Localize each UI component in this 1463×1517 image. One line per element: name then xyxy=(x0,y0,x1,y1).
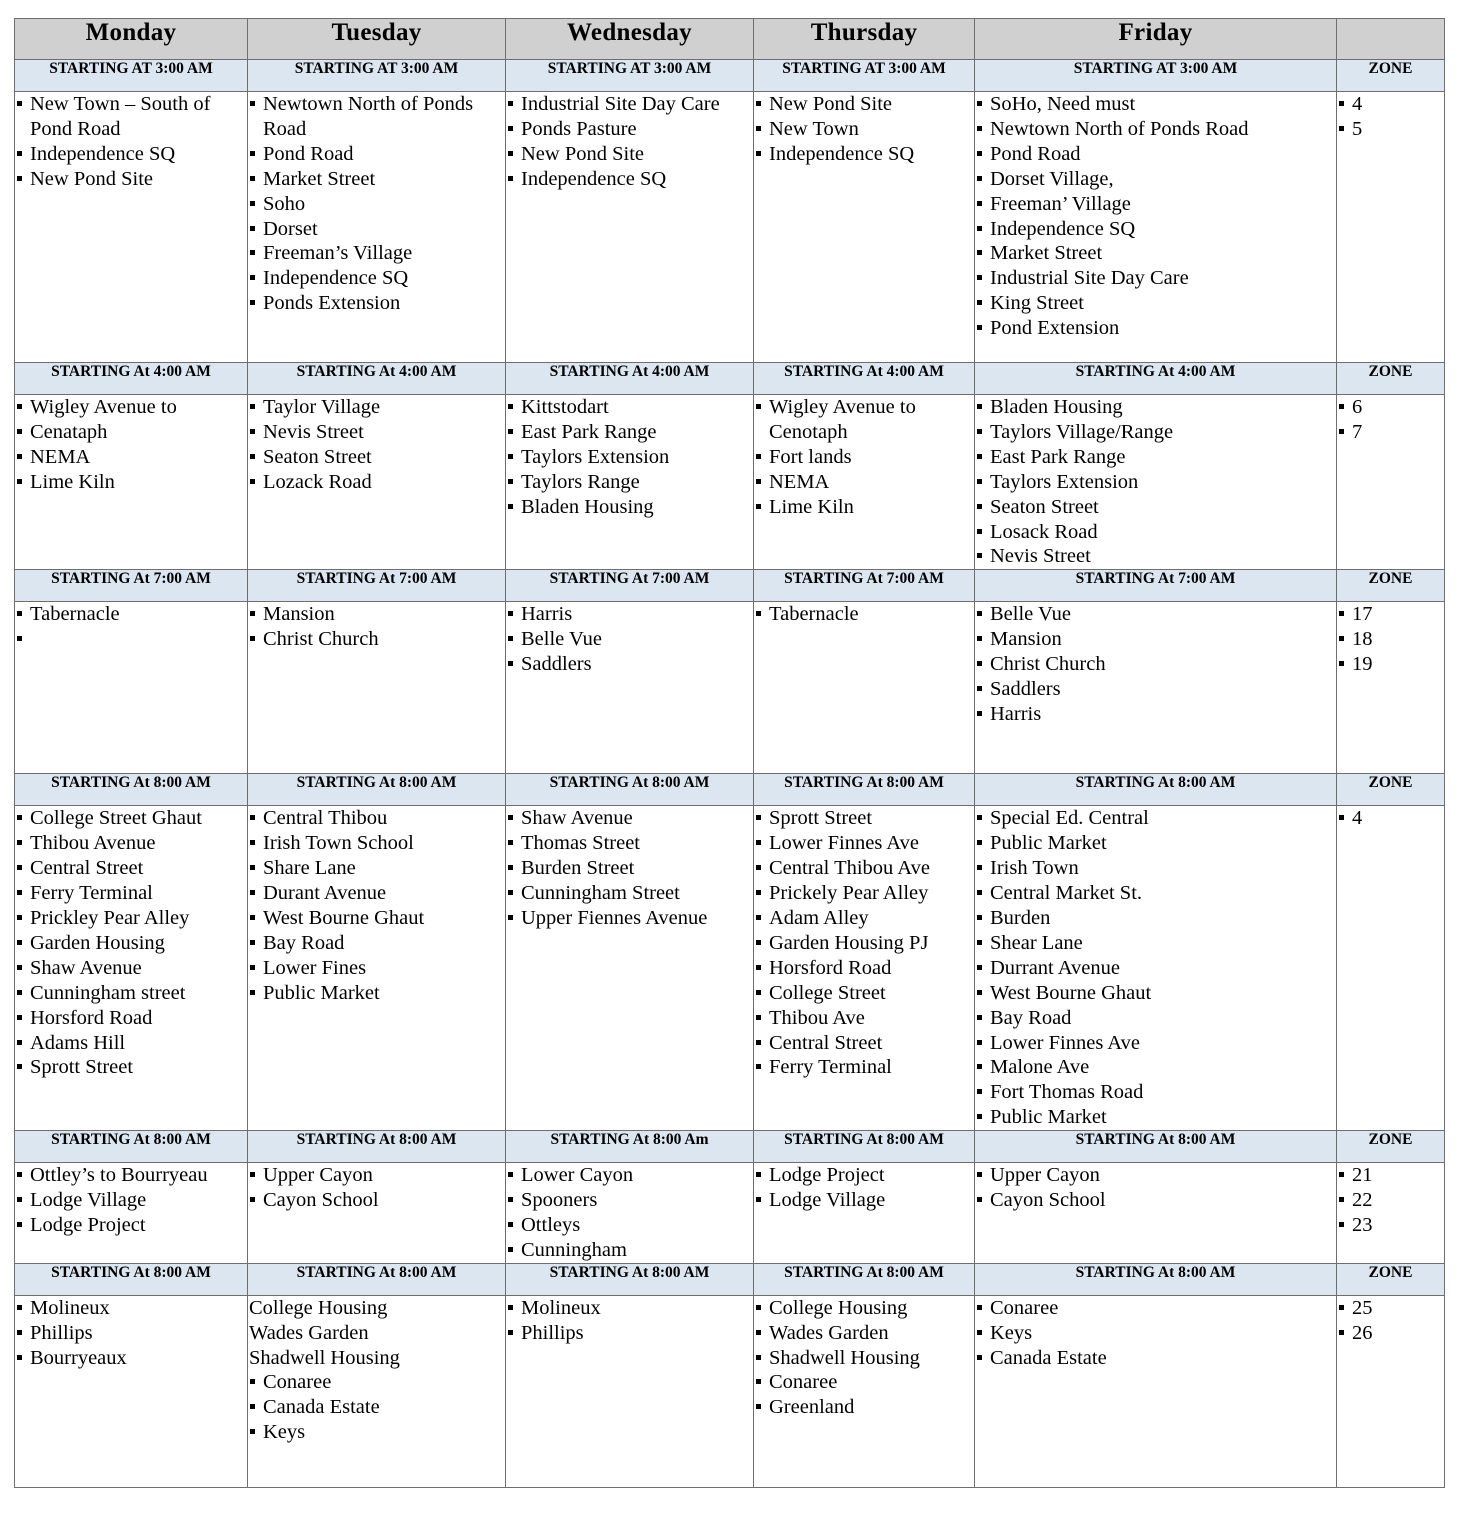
start-time-heading-monday: STARTING AT 3:00 AM xyxy=(15,60,248,92)
start-time-heading-friday: STARTING At 4:00 AM xyxy=(975,363,1337,395)
area-item: Saddlers xyxy=(506,652,753,677)
area-list xyxy=(248,92,505,316)
area-item: Harris xyxy=(975,702,1336,727)
area-item: Ottley’s to Bourryeau xyxy=(15,1163,247,1188)
areas-cell-tuesday xyxy=(248,395,506,570)
area-item: Central Thibou xyxy=(248,806,505,831)
start-time-heading-tuesday: STARTING At 8:00 AM xyxy=(248,774,506,806)
area-item: Malone Ave xyxy=(975,1055,1336,1080)
schedule-table xyxy=(14,18,1445,1488)
areas-cell-friday xyxy=(975,1295,1337,1487)
area-item: Christ Church xyxy=(975,652,1336,677)
area-item: Taylor Village xyxy=(248,395,505,420)
areas-cell-tuesday xyxy=(248,92,506,363)
area-list-row xyxy=(15,602,1445,774)
area-item: Pond Road xyxy=(975,142,1336,167)
areas-cell-tuesday xyxy=(248,602,506,774)
areas-cell-friday xyxy=(975,806,1337,1131)
area-item: Dorset Village, xyxy=(975,167,1336,192)
area-item: Cayon School xyxy=(248,1188,505,1213)
start-time-heading-friday: STARTING At 8:00 AM xyxy=(975,1263,1337,1295)
area-item: Independence SQ xyxy=(754,142,974,167)
area-item: Independence SQ xyxy=(975,217,1336,242)
area-item: Cenataph xyxy=(15,420,247,445)
area-list xyxy=(975,1163,1336,1213)
start-time-heading-thursday: STARTING At 7:00 AM xyxy=(754,570,975,602)
area-item: Prickley Pear Alley xyxy=(15,906,247,931)
area-item: Phillips xyxy=(15,1321,247,1346)
zone-number: 25 xyxy=(1337,1296,1444,1321)
area-item: Industrial Site Day Care xyxy=(506,92,753,117)
zone-number: 4 xyxy=(1337,806,1444,831)
area-item: Conaree xyxy=(248,1370,505,1395)
start-time-row xyxy=(15,60,1445,92)
area-item: Lodge Village xyxy=(15,1188,247,1213)
schedule-body xyxy=(15,60,1445,1488)
start-time-heading-monday: STARTING At 8:00 AM xyxy=(15,1131,248,1163)
area-item: Lodge Village xyxy=(754,1188,974,1213)
zone-number: 21 xyxy=(1337,1163,1444,1188)
area-item: Newtown North of Ponds Road xyxy=(975,117,1336,142)
area-item: Nevis Street xyxy=(975,544,1336,569)
areas-cell-thursday xyxy=(754,806,975,1131)
area-item: Cunningham xyxy=(506,1238,753,1263)
area-item: Taylors Village/Range xyxy=(975,420,1336,445)
areas-cell-tuesday xyxy=(248,1295,506,1487)
start-time-heading-wednesday: STARTING At 8:00 AM xyxy=(506,1263,754,1295)
area-list xyxy=(15,395,247,495)
start-time-heading-wednesday: STARTING AT 3:00 AM xyxy=(506,60,754,92)
area-item: Prickely Pear Alley xyxy=(754,881,974,906)
area-item: Burden Street xyxy=(506,856,753,881)
area-item: Christ Church xyxy=(248,627,505,652)
zone-number: 26 xyxy=(1337,1321,1444,1346)
start-time-heading-thursday: STARTING At 8:00 AM xyxy=(754,1131,975,1163)
areas-cell-monday xyxy=(15,602,248,774)
area-item: Lower Cayon xyxy=(506,1163,753,1188)
start-time-heading-tuesday: STARTING At 4:00 AM xyxy=(248,363,506,395)
area-item: Cunningham Street xyxy=(506,881,753,906)
start-time-heading-wednesday: STARTING At 8:00 Am xyxy=(506,1131,754,1163)
area-item: Public Market xyxy=(975,831,1336,856)
area-list xyxy=(754,602,974,627)
zone-number: 4 xyxy=(1337,92,1444,117)
start-time-heading-friday: STARTING At 8:00 AM xyxy=(975,774,1337,806)
area-item: Upper Fiennes Avenue xyxy=(506,906,753,931)
area-item: Cayon School xyxy=(975,1188,1336,1213)
start-time-heading-friday: STARTING At 8:00 AM xyxy=(975,1131,1337,1163)
area-item: Ottleys xyxy=(506,1213,753,1238)
area-item: Adams Hill xyxy=(15,1031,247,1056)
area-item: Shaw Avenue xyxy=(15,956,247,981)
area-item: Canada Estate xyxy=(975,1346,1336,1371)
area-list xyxy=(754,395,974,520)
start-time-row xyxy=(15,1131,1445,1163)
areas-cell-thursday xyxy=(754,1163,975,1264)
area-list-row xyxy=(15,1163,1445,1264)
area-item: Lower Finnes Ave xyxy=(754,831,974,856)
area-item: Soho xyxy=(248,192,505,217)
start-time-heading-thursday: STARTING AT 3:00 AM xyxy=(754,60,975,92)
zone-number: 5 xyxy=(1337,117,1444,142)
zone-cell xyxy=(1337,602,1445,774)
area-list xyxy=(15,806,247,1080)
area-list xyxy=(506,92,753,192)
area-item: Bladen Housing xyxy=(506,495,753,520)
area-item: Independence SQ xyxy=(248,266,505,291)
day-header-thursday: Thursday xyxy=(754,19,975,60)
area-item: Freeman’s Village xyxy=(248,241,505,266)
zone-number: 6 xyxy=(1337,395,1444,420)
area-item: Thibou Ave xyxy=(754,1006,974,1031)
areas-cell-monday xyxy=(15,1163,248,1264)
area-list xyxy=(506,602,753,677)
area-item: New Town – South of Pond Road xyxy=(15,92,247,142)
area-item: Irish Town xyxy=(975,856,1336,881)
start-time-heading-tuesday: STARTING At 7:00 AM xyxy=(248,570,506,602)
area-list xyxy=(248,1296,505,1445)
area-list xyxy=(248,395,505,495)
start-time-heading-friday: STARTING At 7:00 AM xyxy=(975,570,1337,602)
area-list xyxy=(754,806,974,1080)
area-item: Wades Garden xyxy=(754,1321,974,1346)
area-item: Sprott Street xyxy=(754,806,974,831)
zone-cell xyxy=(1337,92,1445,363)
area-item: Cunningham street xyxy=(15,981,247,1006)
area-item: Market Street xyxy=(248,167,505,192)
area-item: Molineux xyxy=(15,1296,247,1321)
area-item: Ponds Pasture xyxy=(506,117,753,142)
area-item: Taylors Extension xyxy=(506,445,753,470)
area-item: Harris xyxy=(506,602,753,627)
areas-cell-tuesday xyxy=(248,1163,506,1264)
area-item: Wades Garden xyxy=(249,1321,369,1344)
areas-cell-monday xyxy=(15,1295,248,1487)
zone-cell xyxy=(1337,1163,1445,1264)
areas-cell-thursday xyxy=(754,602,975,774)
area-item: Burden xyxy=(975,906,1336,931)
areas-cell-monday xyxy=(15,806,248,1131)
start-time-heading-thursday: STARTING At 8:00 AM xyxy=(754,1263,975,1295)
start-time-heading-monday: STARTING At 8:00 AM xyxy=(15,774,248,806)
area-list xyxy=(15,92,247,192)
area-item: Durant Avenue xyxy=(248,881,505,906)
area-list xyxy=(248,806,505,1005)
area-item: Market Street xyxy=(975,241,1336,266)
area-list-row xyxy=(15,92,1445,363)
area-item: Central Thibou Ave xyxy=(754,856,974,881)
area-item: Central Street xyxy=(15,856,247,881)
area-item: Thibou Avenue xyxy=(15,831,247,856)
area-item: Bladen Housing xyxy=(975,395,1336,420)
area-list xyxy=(506,806,753,931)
areas-cell-thursday xyxy=(754,395,975,570)
area-item: Dorset xyxy=(248,217,505,242)
areas-cell-wednesday xyxy=(506,806,754,1131)
area-item: Adam Alley xyxy=(754,906,974,931)
area-item: Lodge Project xyxy=(754,1163,974,1188)
zone-number: 19 xyxy=(1337,652,1444,677)
area-item: Central Street xyxy=(754,1031,974,1056)
start-time-heading-tuesday: STARTING At 8:00 AM xyxy=(248,1263,506,1295)
area-item: Seaton Street xyxy=(248,445,505,470)
area-list xyxy=(506,1296,753,1346)
area-item: King Street xyxy=(975,291,1336,316)
area-item: Pond Extension xyxy=(975,316,1336,341)
area-item xyxy=(15,627,247,652)
area-item: Upper Cayon xyxy=(248,1163,505,1188)
area-item: Bourryeaux xyxy=(15,1346,247,1371)
zone-heading: ZONE xyxy=(1337,1263,1445,1295)
area-item: Durrant Avenue xyxy=(975,956,1336,981)
area-list xyxy=(754,92,974,167)
zone-number: 7 xyxy=(1337,420,1444,445)
areas-cell-monday xyxy=(15,395,248,570)
area-item: Shear Lane xyxy=(975,931,1336,956)
areas-cell-wednesday xyxy=(506,1163,754,1264)
area-item: Saddlers xyxy=(975,677,1336,702)
start-time-row xyxy=(15,570,1445,602)
area-item: Losack Road xyxy=(975,520,1336,545)
area-item: Belle Vue xyxy=(975,602,1336,627)
area-item: Horsford Road xyxy=(15,1006,247,1031)
zone-cell xyxy=(1337,395,1445,570)
area-item: Mansion xyxy=(248,602,505,627)
area-item: NEMA xyxy=(15,445,247,470)
area-item: Lime Kiln xyxy=(754,495,974,520)
area-list xyxy=(975,602,1336,727)
area-list xyxy=(754,1163,974,1213)
area-item: Upper Cayon xyxy=(975,1163,1336,1188)
area-item: Taylors Extension xyxy=(975,470,1336,495)
area-item: Special Ed. Central xyxy=(975,806,1336,831)
start-time-heading-thursday: STARTING At 4:00 AM xyxy=(754,363,975,395)
start-time-heading-wednesday: STARTING At 4:00 AM xyxy=(506,363,754,395)
area-list xyxy=(506,395,753,520)
area-item: Independence SQ xyxy=(506,167,753,192)
zone-list xyxy=(1337,806,1444,831)
day-header-row xyxy=(15,19,1445,60)
start-time-row xyxy=(15,774,1445,806)
area-item: Lower Finnes Ave xyxy=(975,1031,1336,1056)
area-item: Spooners xyxy=(506,1188,753,1213)
zone-list xyxy=(1337,92,1444,142)
area-item: Public Market xyxy=(248,981,505,1006)
area-item: Independence SQ xyxy=(15,142,247,167)
area-item: Fort lands xyxy=(754,445,974,470)
area-item: Shaw Avenue xyxy=(506,806,753,831)
zone-list xyxy=(1337,395,1444,445)
area-item: Public Market xyxy=(975,1105,1336,1130)
area-list-row xyxy=(15,1295,1445,1487)
area-item: Tabernacle xyxy=(15,602,247,627)
areas-cell-monday xyxy=(15,92,248,363)
day-header-zone xyxy=(1337,19,1445,60)
area-item: Sprott Street xyxy=(15,1055,247,1080)
zone-heading: ZONE xyxy=(1337,363,1445,395)
area-item: New Pond Site xyxy=(15,167,247,192)
area-item: Keys xyxy=(975,1321,1336,1346)
area-item: Irish Town School xyxy=(248,831,505,856)
start-time-heading-monday: STARTING At 4:00 AM xyxy=(15,363,248,395)
area-item: Bay Road xyxy=(975,1006,1336,1031)
area-list xyxy=(975,1296,1336,1371)
area-item: West Bourne Ghaut xyxy=(975,981,1336,1006)
zone-list xyxy=(1337,1296,1444,1346)
area-item: Molineux xyxy=(506,1296,753,1321)
area-list-row xyxy=(15,395,1445,570)
area-item: Lodge Project xyxy=(15,1213,247,1238)
area-item: Horsford Road xyxy=(754,956,974,981)
start-time-row xyxy=(15,363,1445,395)
zone-heading: ZONE xyxy=(1337,60,1445,92)
area-item: Mansion xyxy=(975,627,1336,652)
zone-cell xyxy=(1337,806,1445,1131)
area-list xyxy=(248,602,505,652)
zone-number: 23 xyxy=(1337,1213,1444,1238)
area-item: Wigley Avenue to xyxy=(15,395,247,420)
area-item: Lozack Road xyxy=(248,470,505,495)
areas-cell-wednesday xyxy=(506,602,754,774)
area-item: Newtown North of Ponds Road xyxy=(248,92,505,142)
areas-cell-friday xyxy=(975,395,1337,570)
area-item: Share Lane xyxy=(248,856,505,881)
day-header-tuesday: Tuesday xyxy=(248,19,506,60)
area-item: Freeman’ Village xyxy=(975,192,1336,217)
area-item: Greenland xyxy=(754,1395,974,1420)
area-item: Ferry Terminal xyxy=(15,881,247,906)
area-item: Fort Thomas Road xyxy=(975,1080,1336,1105)
area-item: New Pond Site xyxy=(506,142,753,167)
area-item: Taylors Range xyxy=(506,470,753,495)
area-list xyxy=(15,602,247,652)
area-item: College Housing xyxy=(249,1296,388,1319)
zone-list xyxy=(1337,602,1444,677)
area-item: Kittstodart xyxy=(506,395,753,420)
zone-cell xyxy=(1337,1295,1445,1487)
day-header-monday: Monday xyxy=(15,19,248,60)
start-time-row xyxy=(15,1263,1445,1295)
area-item: Lower Fines xyxy=(248,956,505,981)
area-item: Keys xyxy=(248,1420,505,1445)
area-item: Belle Vue xyxy=(506,627,753,652)
area-list xyxy=(975,395,1336,569)
area-item: Garden Housing PJ xyxy=(754,931,974,956)
start-time-heading-friday: STARTING AT 3:00 AM xyxy=(975,60,1337,92)
day-header-wednesday: Wednesday xyxy=(506,19,754,60)
start-time-heading-tuesday: STARTING At 8:00 AM xyxy=(248,1131,506,1163)
area-list xyxy=(506,1163,753,1263)
area-item: NEMA xyxy=(754,470,974,495)
area-item: East Park Range xyxy=(975,445,1336,470)
areas-cell-friday xyxy=(975,1163,1337,1264)
area-item: Garden Housing xyxy=(15,931,247,956)
area-item: Industrial Site Day Care xyxy=(975,266,1336,291)
area-item: College Housing xyxy=(754,1296,974,1321)
area-list xyxy=(15,1296,247,1371)
areas-cell-friday xyxy=(975,602,1337,774)
day-header-friday: Friday xyxy=(975,19,1337,60)
area-item: Pond Road xyxy=(248,142,505,167)
zone-list xyxy=(1337,1163,1444,1238)
areas-cell-wednesday xyxy=(506,1295,754,1487)
area-item: Lime Kiln xyxy=(15,470,247,495)
area-list xyxy=(975,806,1336,1130)
area-list xyxy=(754,1296,974,1421)
area-item: Ponds Extension xyxy=(248,291,505,316)
area-item: Ferry Terminal xyxy=(754,1055,974,1080)
area-item: Central Market St. xyxy=(975,881,1336,906)
area-item: Thomas Street xyxy=(506,831,753,856)
areas-cell-wednesday xyxy=(506,395,754,570)
zone-heading: ZONE xyxy=(1337,1131,1445,1163)
area-item: West Bourne Ghaut xyxy=(248,906,505,931)
area-list xyxy=(248,1163,505,1213)
area-item: SoHo, Need must xyxy=(975,92,1336,117)
area-item: Bay Road xyxy=(248,931,505,956)
area-item: Shadwell Housing xyxy=(754,1346,974,1371)
area-item: Phillips xyxy=(506,1321,753,1346)
area-list-row xyxy=(15,806,1445,1131)
zone-number: 17 xyxy=(1337,602,1444,627)
start-time-heading-wednesday: STARTING At 7:00 AM xyxy=(506,570,754,602)
areas-cell-wednesday xyxy=(506,92,754,363)
areas-cell-friday xyxy=(975,92,1337,363)
zone-heading: ZONE xyxy=(1337,774,1445,806)
areas-cell-thursday xyxy=(754,92,975,363)
area-item: Canada Estate xyxy=(248,1395,505,1420)
area-item: College Street Ghaut xyxy=(15,806,247,831)
area-item: Conaree xyxy=(975,1296,1336,1321)
start-time-heading-thursday: STARTING At 8:00 AM xyxy=(754,774,975,806)
area-item: College Street xyxy=(754,981,974,1006)
area-list xyxy=(975,92,1336,341)
area-item: New Pond Site xyxy=(754,92,974,117)
start-time-heading-tuesday: STARTING AT 3:00 AM xyxy=(248,60,506,92)
area-item: Nevis Street xyxy=(248,420,505,445)
area-item: New Town xyxy=(754,117,974,142)
area-item: Shadwell Housing xyxy=(249,1346,400,1369)
zone-number: 18 xyxy=(1337,627,1444,652)
zone-number: 22 xyxy=(1337,1188,1444,1213)
area-item: Conaree xyxy=(754,1370,974,1395)
area-item: Tabernacle xyxy=(754,602,974,627)
start-time-heading-monday: STARTING At 7:00 AM xyxy=(15,570,248,602)
areas-cell-tuesday xyxy=(248,806,506,1131)
area-item: Seaton Street xyxy=(975,495,1336,520)
start-time-heading-monday: STARTING At 8:00 AM xyxy=(15,1263,248,1295)
area-item: East Park Range xyxy=(506,420,753,445)
area-item: Wigley Avenue to Cenotaph xyxy=(754,395,974,445)
areas-cell-thursday xyxy=(754,1295,975,1487)
area-list xyxy=(15,1163,247,1238)
start-time-heading-wednesday: STARTING At 8:00 AM xyxy=(506,774,754,806)
zone-heading: ZONE xyxy=(1337,570,1445,602)
